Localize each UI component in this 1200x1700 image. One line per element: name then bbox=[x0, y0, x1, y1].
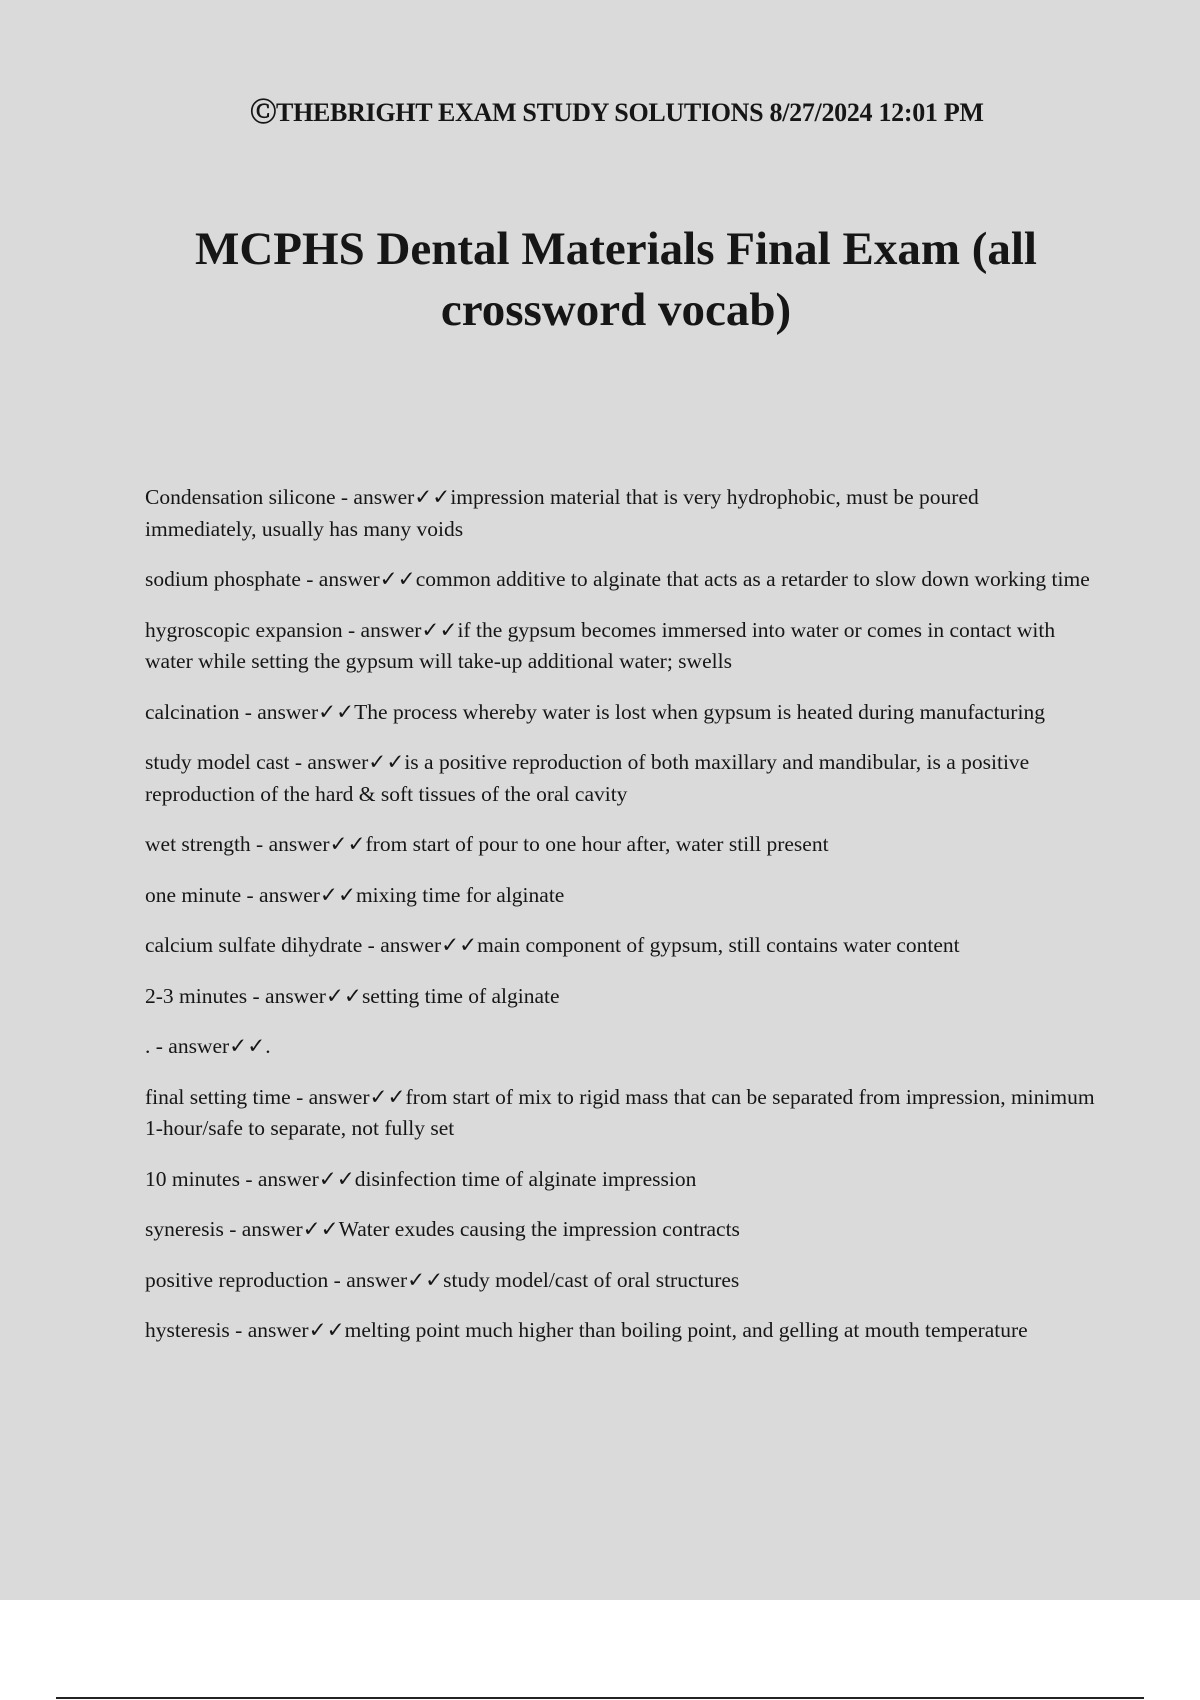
vocab-entry: 10 minutes - answer✓✓disinfection time of alginate impression bbox=[145, 1166, 697, 1191]
vocab-entry: hygroscopic expansion - answer✓✓if the gypsum becomes immersed into water or comes in contact with water while setting the gypsum will take-up additional water; swells bbox=[145, 617, 1056, 673]
vocab-entry: Condensation silicone - answer✓✓impression material that is very hydrophobic, must be poured immediately, usually has many voids bbox=[145, 485, 979, 541]
vocab-entry: calcium sulfate dihydrate - answer✓✓main component of gypsum, still contains water content bbox=[145, 933, 960, 957]
title-line-1: MCPHS Dental Materials Final Exam (all bbox=[195, 223, 1037, 275]
vocab-entry: . - answer✓✓. bbox=[145, 1034, 271, 1058]
vocab-entry: one minute - answer✓✓mixing time for alginate bbox=[145, 882, 565, 907]
vocab-entry: wet strength - answer✓✓from start of pour to one hour after, water still present bbox=[145, 832, 829, 856]
vocab-entry: 2-3 minutes - answer✓✓setting time of alginate bbox=[145, 983, 560, 1008]
footer-divider bbox=[56, 1697, 1144, 1699]
vocab-list bbox=[145, 482, 1095, 1366]
vocab-entry: syneresis - answer✓✓Water exudes causing the impression contracts bbox=[145, 1217, 740, 1241]
vocab-entry: final setting time - answer✓✓from start of mix to rigid mass that can be separated from impression, minimum 1-hour/safe to separate, not fully set bbox=[145, 1084, 1095, 1140]
vocab-entry: study model cast - answer✓✓is a positive reproduction of both maxillary and mandibular, is a positive reproduction of the hard & soft tissues of the oral cavity bbox=[145, 750, 1030, 806]
vocab-entry: sodium phosphate - answer✓✓common additive to alginate that acts as a retarder to slow down working time bbox=[145, 567, 1090, 591]
vocab-entry: positive reproduction - answer✓✓study model/cast of oral structures bbox=[145, 1267, 740, 1292]
vocab-entry: calcination - answer✓✓The process whereby water is lost when gypsum is heated during manufacturing bbox=[145, 699, 1045, 724]
page-header: ⒸTHEBRIGHT EXAM STUDY SOLUTIONS 8/27/2024 12:01 PM bbox=[250, 98, 984, 127]
title-line-2: crossword vocab) bbox=[440, 284, 792, 336]
vocab-entry: hysteresis - answer✓✓melting point much higher than boiling point, and gelling at mouth temperature bbox=[145, 1318, 1028, 1342]
page-title bbox=[0, 219, 1200, 341]
